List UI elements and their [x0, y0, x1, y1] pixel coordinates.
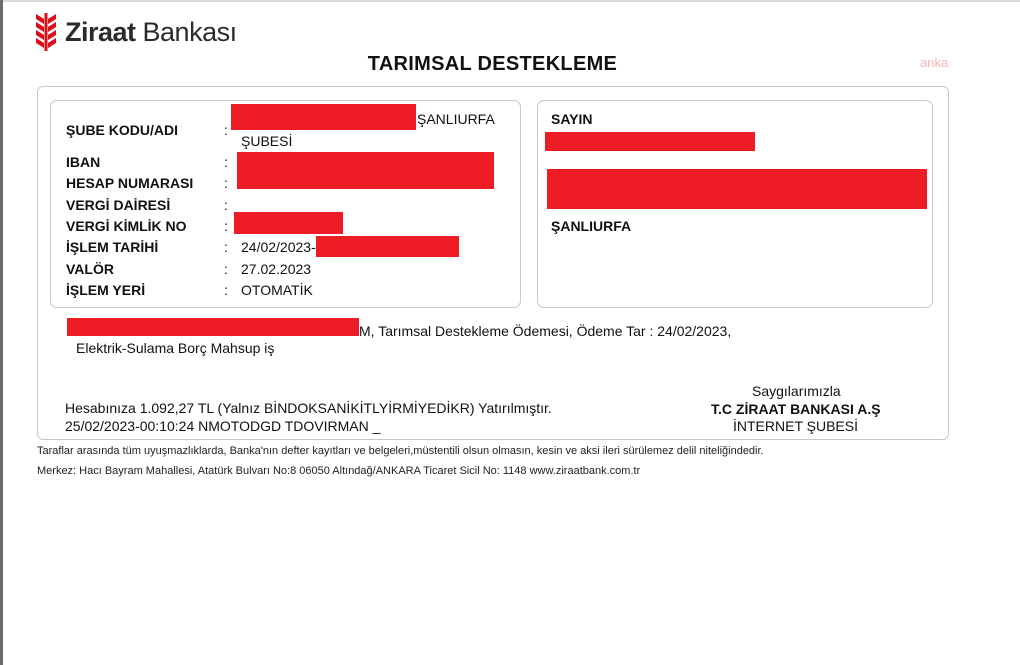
value-date: 27.02.2023: [241, 261, 312, 277]
legal-disclaimer: Taraflar arasında tüm uyuşmazlıklarda, Banka'nın defter kayıtları ve belgeleri,müstentili olsun olmasın, kesin ve aksi ileri sürülemez delil niteliğindedir.: [37, 445, 764, 457]
document-title: TARIMSAL DESTEKLEME: [367, 53, 618, 75]
redaction-recipient-name: [545, 132, 755, 151]
label-branch: ŞUBE KODU/ADI: [66, 122, 179, 138]
salutation: SAYIN: [551, 111, 593, 127]
label-tax-office: VERGİ DAİRESİ: [66, 197, 171, 213]
watermark: anka: [920, 55, 949, 70]
colon: :: [224, 197, 228, 213]
colon: :: [224, 282, 228, 298]
redaction-description-start: [67, 318, 359, 336]
label-transaction-place: İŞLEM YERİ: [66, 282, 146, 298]
description-line-1: M, Tarımsal Destekleme Ödemesi, Ödeme Tar : 24/02/2023,: [359, 323, 732, 339]
branch-city: ŞANLIURFA: [417, 111, 495, 127]
redaction-recipient-address: [547, 169, 927, 209]
logo-wordmark: Ziraat Bankası: [65, 16, 237, 47]
label-iban: IBAN: [66, 154, 101, 170]
colon: :: [224, 261, 228, 277]
bank-name: T.C ZİRAAT BANKASI A.Ş: [711, 401, 881, 417]
colon: :: [224, 239, 228, 255]
redaction-transaction-time: [316, 236, 459, 257]
redaction-tax-id: [234, 212, 343, 234]
branch-suffix: ŞUBESİ: [241, 133, 293, 149]
colon: :: [224, 122, 228, 138]
branch-name: İNTERNET ŞUBESİ: [733, 418, 858, 434]
transaction-date: 24/02/2023-: [241, 239, 316, 255]
colon: :: [224, 175, 228, 191]
label-value-date: VALÖR: [66, 261, 114, 277]
transaction-timestamp: 25/02/2023-00:10:24 NMOTODGD TDOVIRMAN _: [65, 418, 381, 434]
transaction-place: OTOMATİK: [241, 282, 313, 298]
redaction-branch-code: [231, 104, 416, 130]
colon: :: [224, 218, 228, 234]
label-tax-id: VERGİ KİMLİK NO: [66, 218, 187, 234]
label-account-number: HESAP NUMARASI: [66, 175, 194, 191]
recipient-city: ŞANLIURFA: [551, 218, 632, 234]
redaction-iban-account: [237, 152, 494, 189]
description-line-2: Elektrik-Sulama Borç Mahsup iş: [76, 340, 275, 356]
regards: Saygılarımızla: [752, 383, 841, 399]
company-address: Merkez: Hacı Bayram Mahallesi, Atatürk Bulvarı No:8 06050 Altındağ/ANKARA Ticaret Sicil No: 1148 www.ziraatbank.com.tr: [37, 465, 641, 477]
colon: :: [224, 154, 228, 170]
ziraat-logo: [33, 10, 237, 54]
label-transaction-date: İŞLEM TARİHİ: [66, 239, 159, 255]
wheat-icon: [33, 11, 59, 53]
deposit-text: Hesabınıza 1.092,27 TL (Yalnız BİNDOKSANİKİTLYİRMİYEDİKR) Yatırılmıştır.: [65, 400, 552, 416]
